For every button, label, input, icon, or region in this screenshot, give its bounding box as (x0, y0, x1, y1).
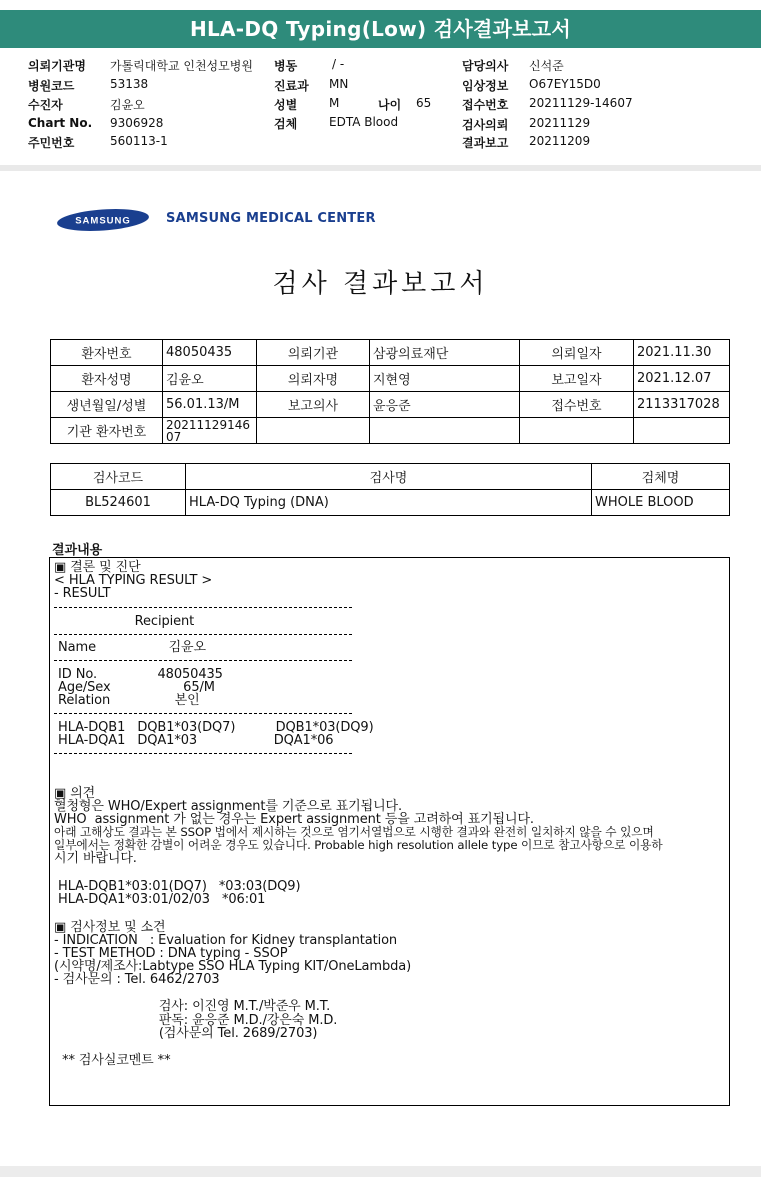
table-header-cell: 접수번호 (520, 392, 634, 418)
info-value: 53138 (110, 77, 149, 91)
table-cell: 2021.12.07 (634, 366, 730, 392)
dashed-divider (54, 634, 352, 635)
info-value: 560113-1 (110, 134, 168, 148)
test-table (50, 463, 730, 516)
info-value: 김윤오 (110, 98, 145, 112)
info-label: 임상정보 (462, 79, 509, 93)
result-line: 혈청형은 WHO/Expert assignment를 기준으로 표기됩니다. (54, 799, 403, 814)
info-value: EDTA Blood (329, 115, 399, 129)
info-label: 주민번호 (28, 136, 75, 150)
table-header-cell: 환자번호 (51, 340, 163, 366)
result-line: WHO assignment 가 없는 경우는 Expert assignment 등을 고려하여 표기됩니다. (54, 812, 534, 827)
info-label: 의뢰기관명 (28, 59, 86, 73)
table-header-cell: 보고의사 (257, 392, 370, 418)
table-cell: 2021.11.30 (634, 340, 730, 366)
table-cell: 56.01.13/M (163, 392, 257, 418)
age-label: 나이 (378, 98, 402, 112)
result-line: Relation 본인 (54, 693, 200, 708)
info-value: 20211209 (529, 134, 591, 148)
result-line: ▣ 검사정보 및 소견 (54, 920, 166, 935)
info-value: 신석준 (529, 59, 564, 73)
table-row (51, 392, 730, 418)
info-label: 수진자 (28, 98, 63, 112)
age-value: 65 (416, 96, 432, 110)
result-line: HLA-DQB1*03:01(DQ7) *03:03(DQ9) (54, 879, 301, 894)
result-line: 일부에서는 정확한 감별이 어려운 경우도 있습니다. Probable high resolution allele type 이므로 참고사항으로 이용하 (54, 838, 663, 852)
footer-bar (0, 1166, 761, 1177)
result-line: - INDICATION : Evaluation for Kidney transplantation (54, 933, 398, 948)
patient-info-table (50, 339, 730, 444)
info-label: 검체 (274, 117, 298, 131)
table-cell: WHOLE BLOOD (592, 490, 730, 516)
table-header-cell: 기관 환자번호 (51, 418, 163, 444)
table-header-cell: 검체명 (592, 464, 730, 490)
info-value: O67EY15D0 (529, 77, 601, 91)
table-header-cell: 생년월일/성별 (51, 392, 163, 418)
info-label: Chart No. (28, 116, 93, 130)
result-line: 검사: 이진영 M.T./박준우 M.T. (54, 999, 331, 1014)
info-value: 9306928 (110, 116, 164, 130)
info-label: 병동 (274, 59, 298, 73)
table-cell (257, 418, 370, 444)
table-row (51, 340, 730, 366)
table-header-cell: 의뢰기관 (257, 340, 370, 366)
result-line: 아래 고해상도 결과는 본 SSOP 법에서 제시하는 것으로 염기서열법으로 시행한 결과와 완전히 일치하지 않을 수 있으며 (54, 825, 654, 839)
result-line: < HLA TYPING RESULT > (54, 573, 213, 588)
result-line: Age/Sex 65/M (54, 680, 215, 695)
table-cell: 지현영 (370, 366, 520, 392)
table-header-cell: 의뢰자명 (257, 366, 370, 392)
info-value: / - (332, 57, 345, 71)
result-line: Recipient (54, 614, 195, 629)
info-label: 결과보고 (462, 136, 509, 150)
table-cell: 48050435 (163, 340, 257, 366)
section-divider (0, 165, 761, 171)
table-cell: 2113317028 (634, 392, 730, 418)
dashed-divider (54, 753, 352, 754)
table-header-cell: 환자성명 (51, 366, 163, 392)
table-header-cell: 검사코드 (51, 464, 186, 490)
table-header-row (51, 464, 730, 490)
table-header-cell: 의뢰일자 (520, 340, 634, 366)
info-label: 진료과 (274, 79, 309, 93)
info-label: 검사의뢰 (462, 118, 509, 132)
table-header-cell: 검사명 (186, 464, 592, 490)
result-line: HLA-DQB1 DQB1*03(DQ7) DQB1*03(DQ9) (54, 720, 374, 735)
info-value: 가톨릭대학교 인천성모병원 (110, 59, 253, 73)
result-line: HLA-DQA1*03:01/02/03 *06:01 (54, 892, 266, 907)
result-line: ▣ 의견 (54, 786, 96, 801)
result-line: HLA-DQA1 DQA1*03 DQA1*06 (54, 733, 334, 748)
info-label: 성별 (274, 98, 298, 112)
result-line: (시약명/제조사:Labtype SSO HLA Typing KIT/OneLambda) (54, 959, 412, 974)
report-title: 검사 결과보고서 (272, 269, 489, 299)
page-title: HLA-DQ Typing(Low) 검사결과보고서 (0, 10, 761, 48)
info-value: 20211129-14607 (529, 96, 633, 110)
table-cell: 윤응준 (370, 392, 520, 418)
info-label: 병원코드 (28, 79, 75, 93)
logo-wordmark: SAMSUNG (75, 215, 131, 227)
info-value: M (329, 96, 340, 110)
table-row (51, 418, 730, 444)
result-line: ID No. 48050435 (54, 667, 223, 682)
result-line: - 검사문의 : Tel. 6462/2703 (54, 972, 220, 987)
samsung-logo (56, 207, 150, 237)
result-line: ** 검사실코멘트 ** (54, 1053, 171, 1068)
dashed-divider (54, 713, 352, 714)
result-line: 시기 바랍니다. (54, 851, 137, 866)
dashed-divider (54, 660, 352, 661)
info-value: 20211129 (529, 116, 591, 130)
title-bar (0, 0, 761, 56)
dashed-divider (54, 607, 352, 608)
table-cell: 김윤오 (163, 366, 257, 392)
result-line: Name 김윤오 (54, 640, 206, 655)
table-row (51, 366, 730, 392)
request-info (0, 52, 761, 166)
result-line: - RESULT (54, 586, 111, 601)
table-cell: 삼광의료재단 (370, 340, 520, 366)
result-line: ▣ 결론 및 진단 (54, 560, 141, 575)
info-label: 담당의사 (462, 59, 509, 73)
result-line: 판독: 윤응준 M.D./강은숙 M.D. (54, 1013, 338, 1028)
table-cell: 20211129146 07 (163, 418, 257, 444)
table-cell (370, 418, 520, 444)
table-header-cell: 보고일자 (520, 366, 634, 392)
hospital-name: SAMSUNG MEDICAL CENTER (166, 211, 376, 226)
info-label: 접수번호 (462, 98, 509, 112)
table-row (51, 490, 730, 516)
table-cell (634, 418, 730, 444)
table-cell: BL524601 (51, 490, 186, 516)
info-value: MN (329, 77, 349, 91)
result-line: - TEST METHOD : DNA typing - SSOP (54, 946, 288, 961)
result-heading: 결과내용 (52, 543, 103, 558)
table-cell: HLA-DQ Typing (DNA) (186, 490, 592, 516)
result-line: (검사문의 Tel. 2689/2703) (54, 1026, 318, 1041)
result-content (49, 557, 730, 1106)
table-cell (520, 418, 634, 444)
